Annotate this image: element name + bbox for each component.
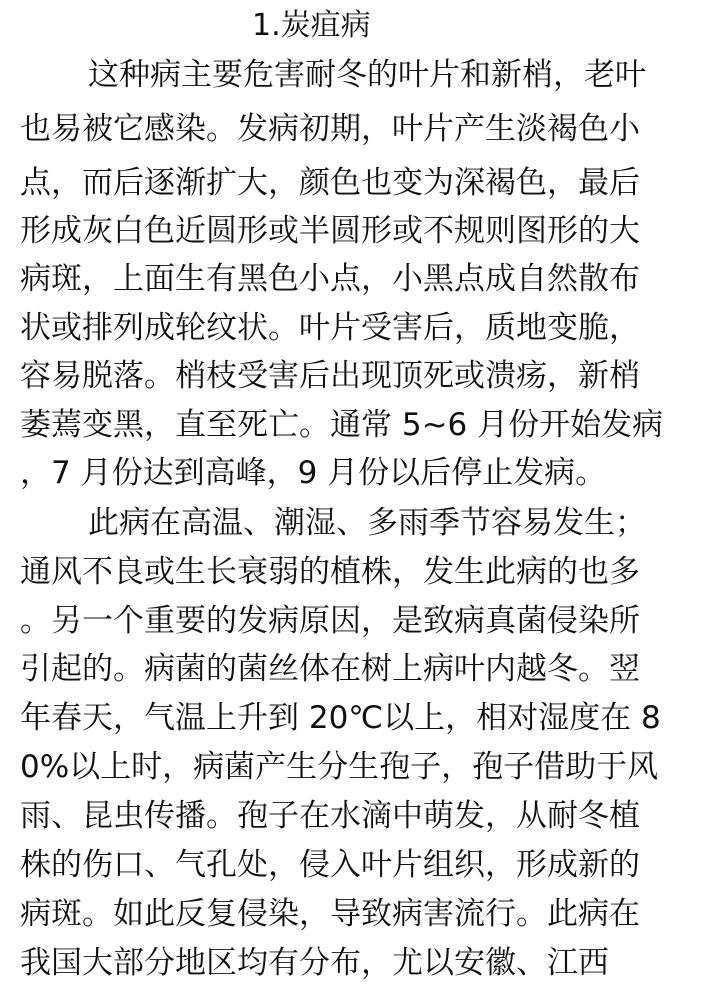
paragraph-1-line-4: 形成灰白色近圆形或半圆形或不规则图形的大 bbox=[20, 213, 640, 249]
paragraph-2-line-6: 0%以上时，病菌产生分生孢子，孢子借助于风 bbox=[20, 749, 659, 785]
paragraph-1-line-2: 也易被它感染。发病初期，叶片产生淡褐色小 bbox=[20, 111, 640, 147]
paragraph-2-line-2: 通风不良或生长衰弱的植株，发生此病的也多 bbox=[20, 554, 640, 590]
paragraph-1-line-5: 病斑，上面生有黑色小点，小黑点成自然散布 bbox=[20, 261, 640, 297]
paragraph-1-line-9: ，7 月份达到高峰，9 月份以后停止发病。 bbox=[20, 455, 607, 491]
paragraph-2-line-3: 。另一个重要的发病原因，是致病真菌侵染所 bbox=[20, 603, 640, 639]
paragraph-2-line-1: 此病在高温、潮湿、多雨季节容易发生； bbox=[88, 505, 646, 541]
paragraph-1-line-1: 这种病主要危害耐冬的叶片和新梢，老叶 bbox=[88, 57, 646, 93]
paragraph-2-line-4: 引起的。病菌的菌丝体在树上病叶内越冬。翌 bbox=[20, 651, 640, 687]
paragraph-1-line-7: 容易脱落。梢枝受害后出现顶死或溃疡，新梢 bbox=[20, 358, 640, 394]
paragraph-1-line-6: 状或排列成轮纹状。叶片受害后，质地变脆， bbox=[20, 310, 640, 346]
section-heading: 1.炭疽病 bbox=[252, 8, 371, 43]
paragraph-1-line-3: 点，而后逐渐扩大，颜色也变为深褐色，最后 bbox=[20, 165, 640, 201]
paragraph-2-line-8: 株的伤口、气孔处，侵入叶片组织，形成新的 bbox=[20, 847, 640, 883]
paragraph-2-line-9: 病斑。如此反复侵染，导致病害流行。此病在 bbox=[20, 896, 640, 932]
paragraph-2-line-7: 雨、昆虫传播。孢子在水滴中萌发，从耐冬植 bbox=[20, 798, 640, 834]
paragraph-2-line-5: 年春天，气温上升到 20℃以上，相对湿度在 8 bbox=[20, 700, 661, 736]
paragraph-2-line-10: 我国大部分地区均有分布，尤以安徽、江西 bbox=[20, 945, 609, 981]
paragraph-1-line-8: 萎蔫变黑，直至死亡。通常 5~6 月份开始发病 bbox=[20, 407, 664, 443]
